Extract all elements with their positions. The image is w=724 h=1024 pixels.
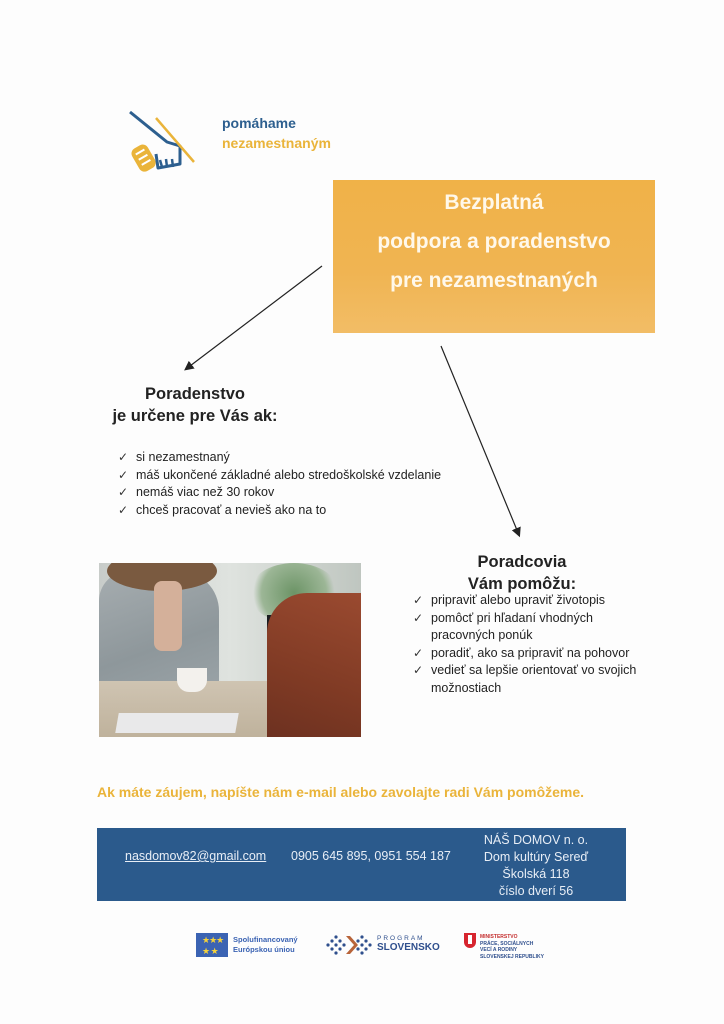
check-icon: ✓ bbox=[118, 485, 129, 499]
list-item: ✓ vedieť sa lepšie orientovať vo svojich možnostiach bbox=[413, 663, 637, 695]
logo-line-2: nezamestnaným bbox=[222, 135, 331, 151]
address-line: Školská 118 bbox=[502, 867, 570, 881]
eu-cofinanced-label: Spolufinancovaný Európskou úniou bbox=[233, 935, 298, 954]
logo-line-1: pomáhame bbox=[222, 115, 296, 131]
program-slovensko-logo-icon bbox=[324, 932, 374, 958]
right-heading bbox=[437, 551, 607, 595]
check-icon: ✓ bbox=[413, 645, 424, 660]
eu-flag-icon: ★★★ ★ ★ bbox=[196, 933, 228, 957]
logo-text bbox=[222, 113, 331, 153]
check-icon: ✓ bbox=[413, 593, 424, 607]
right-heading-line-1: Poradcovia bbox=[477, 553, 567, 571]
address-line: číslo dverí 56 bbox=[498, 884, 574, 898]
list-item: ✓ si nezamestnaný bbox=[118, 449, 441, 467]
call-to-action: Ak máte záujem, napíšte nám e-mail alebo zavolajte radi Vám pomôžeme. bbox=[97, 784, 585, 800]
hero-line-3: pre nezamestnaných bbox=[390, 269, 598, 292]
slovak-crest-icon bbox=[464, 933, 476, 948]
hero-line-2: podpora a poradenstvo bbox=[377, 230, 611, 253]
list-item: ✓ chceš pracovať a nevieš ako na to bbox=[118, 502, 441, 520]
check-icon: ✓ bbox=[413, 610, 424, 625]
address-line: Dom kultúry Sereď bbox=[483, 850, 589, 864]
consultation-photo bbox=[99, 563, 361, 737]
list-item: ✓ máš ukončené základné alebo stredoškolské vzdelanie bbox=[118, 467, 441, 485]
hero-line-1: Bezplatná bbox=[444, 191, 544, 214]
phone-numbers: 0905 645 895, 0951 554 187 bbox=[291, 849, 451, 863]
check-icon: ✓ bbox=[118, 502, 129, 517]
email-link[interactable]: nasdomov82@gmail.com bbox=[125, 849, 267, 863]
list-item: ✓ nemáš viac než 30 rokov bbox=[118, 484, 441, 502]
arrow-right bbox=[441, 346, 519, 535]
contact-bar bbox=[97, 828, 626, 901]
check-icon: ✓ bbox=[413, 663, 424, 677]
ministry-label: MINISTERSTVO PRÁCE, SOCIÁLNYCH VECÍ A RODINY SLOVENSKEJ REPUBLIKY bbox=[480, 934, 544, 960]
list-item: ✓ poradiť, ako sa pripraviť na pohovor bbox=[413, 645, 653, 663]
logo-icon bbox=[122, 104, 217, 172]
list-item: ✓ pripraviť alebo upraviť životopis bbox=[413, 592, 653, 610]
hero-banner bbox=[333, 180, 655, 333]
right-heading-line-2: Vám pomôžu: bbox=[467, 575, 577, 593]
arrow-left bbox=[186, 266, 322, 369]
footer-logos bbox=[196, 930, 556, 964]
left-heading-line-1: Poradenstvo bbox=[145, 385, 245, 403]
address-block bbox=[461, 832, 611, 900]
check-icon: ✓ bbox=[118, 450, 129, 464]
list-item: ✓ pomôcť pri hľadaní vhodných pracovných ponúk bbox=[413, 610, 593, 642]
services-list bbox=[413, 592, 653, 697]
eligibility-list bbox=[118, 449, 441, 519]
org-name: NÁŠ DOMOV n. o. bbox=[483, 833, 589, 847]
check-icon: ✓ bbox=[118, 467, 129, 482]
left-heading-line-2: je určene pre Vás ak: bbox=[112, 407, 278, 425]
left-heading bbox=[100, 383, 290, 427]
program-slovensko-label: PROGRAM SLOVENSKO bbox=[377, 935, 440, 953]
